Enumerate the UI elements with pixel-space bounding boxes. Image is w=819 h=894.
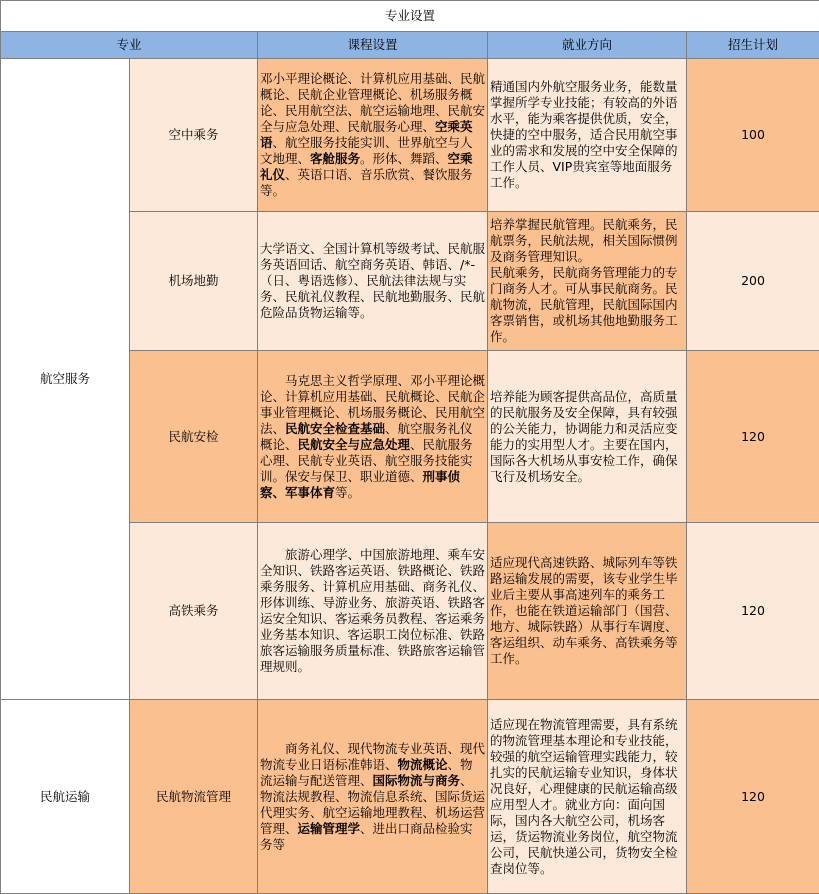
- course-text: 、英语口语、音乐欣赏、餐饮服务等。: [260, 167, 473, 198]
- course-text: 、进出口商品检验实务等: [260, 821, 473, 852]
- enrollment-plan: 120: [687, 351, 819, 523]
- courses-cell: [258, 59, 488, 212]
- sub-major-name: 机场地勤: [130, 212, 258, 351]
- header-row: [1, 32, 819, 59]
- course-highlight: 民航安全与应急处理: [298, 437, 411, 452]
- enrollment-plan: 100: [687, 59, 819, 212]
- courses-cell: [258, 351, 488, 523]
- course-text: 。形体、舞蹈、: [360, 151, 448, 166]
- course-text: 商务礼仪、现代物流专业英语、现代物流专业日语标准韩语、: [260, 741, 485, 772]
- course-text: 、物流法规教程、物流信息系统、国际货运代理实务、航空运输地理教程、机场运营管理、: [260, 773, 485, 836]
- course-text: 、民航服务心理、民航专业英语、航空服务技能实训。保安与保卫、职业道德、: [260, 437, 473, 484]
- table-row: [1, 59, 819, 212]
- table-row: [1, 700, 819, 894]
- course-text: 旅游心理学、中国旅游地理、乘车安全知识、铁路客运英语、铁路概论、铁路乘务服务、计算机应用基础、商务礼仪、形体训练、导游业务、旅游英语、铁路客运安全知识、客运乘务员教程、客运乘务业务基本知识、客运职工岗位标准、铁路旅客运输服务质量标准、铁路旅客运输管理规则。: [260, 547, 485, 674]
- employment-cell: 培养掌握民航管理。民航乘务，民航票务，民航法规，相关国际惯例及商务管理知识。 民航乘务，民航商务管理能力的专门商务人才。可从事民航商务。民航物流，民航管理，民航国际国内客票销售，或机场其他地勤服务工作。: [488, 212, 687, 351]
- course-text: 、航空服务礼仪概论、: [260, 421, 473, 452]
- sub-major-name: 空中乘务: [130, 59, 258, 212]
- header-courses: 课程设置: [258, 32, 488, 59]
- major-name: 民航运输: [1, 700, 130, 894]
- course-highlight: 国际物流与商务: [373, 773, 461, 788]
- header-plan: 招生计划: [687, 32, 819, 59]
- courses-cell: [258, 212, 488, 351]
- course-text: 邓小平理论概论、计算机应用基础、民航概论、民航企业管理概论、机场服务概论、民用航空法、航空运输地理、民航安全与应急处理、民航服务心理、: [260, 71, 485, 134]
- employment-cell: 培养能为顾客提供高品位，高质量的民航服务及安全保障，具有较强的公关能力，协调能力和灵活应变能力的实用型人才。主要在国内，国际各大机场从事安检工作，确保飞行及机场安全。: [488, 351, 687, 523]
- course-highlight: 运输管理学: [298, 821, 361, 836]
- employment-cell: 适应现在物流管理需要，具有系统的物流管理基本理论和专业技能，较强的航空运输管理实践能力，较扎实的民航运输专业知识，身体状况良好，心理健康的民航运输高级应用型人才。就业方向：面向国际，国内各大航空公司，机场客运，货运物流业务岗位，航空物流公司，民航快递公司，货物安全检查岗位等。: [488, 700, 687, 894]
- course-highlight: 物流概论: [398, 757, 448, 772]
- sub-major-name: 民航物流管理: [130, 700, 258, 894]
- enrollment-plan: 120: [687, 523, 819, 700]
- enrollment-plan: 200: [687, 212, 819, 351]
- header-major: 专业: [1, 32, 258, 59]
- course-text: 等。: [335, 485, 360, 500]
- title-row: [1, 1, 819, 32]
- course-highlight: 民航安全检查基础: [285, 421, 385, 436]
- courses-cell: [258, 523, 488, 700]
- course-text: 大学语文、全国计算机等级考试、民航服务英语回话、航空商务英语、韩语、/*-（日、粤语选修）、民航法律法规与实务、民航礼仪教程、民航地勤服务、民航危险品货物运输等。: [260, 241, 485, 320]
- sub-major-name: 民航安检: [130, 351, 258, 523]
- employment-cell: 适应现代高速铁路、城际列车等铁路运输发展的需要，该专业学生毕业后主要从事高速列车的乘务工作，也能在铁道运输部门（国营、地方、城际铁路）从事行车调度、客运组织、动车乘务、高铁乘务等工作。: [488, 523, 687, 700]
- course-highlight: 空乘礼仪: [260, 151, 473, 182]
- employment-cell: 精通国内外航空服务业务，能数量掌握所学专业技能；有较高的外语水平，能为乘客提供优质，安全，快捷的空中服务，适合民用航空事业的需求和发展的空中安全保障的工作人员、VIP贵宾室等地面服务工作。: [488, 59, 687, 212]
- courses-cell: [258, 700, 488, 894]
- course-text: 马克思主义哲学原理、邓小平理论概论、计算机应用基础、民航概论、民航企事业管理概论、机场服务概论、民用航空法、: [260, 373, 485, 436]
- course-text: 、物流运输与配送管理、: [260, 757, 473, 788]
- header-employment: 就业方向: [488, 32, 687, 59]
- course-highlight: 刑事侦察、军事体育: [260, 469, 460, 500]
- major-name: 航空服务: [1, 59, 130, 700]
- table-title: 专业设置: [1, 1, 819, 32]
- enrollment-plan: 120: [687, 700, 819, 894]
- course-highlight: 空乘英语: [260, 119, 473, 150]
- course-highlight: 客舱服务: [310, 151, 360, 166]
- sub-major-name: 高铁乘务: [130, 523, 258, 700]
- course-text: 、航空服务技能实训、世界航空与人文地理、: [260, 135, 473, 166]
